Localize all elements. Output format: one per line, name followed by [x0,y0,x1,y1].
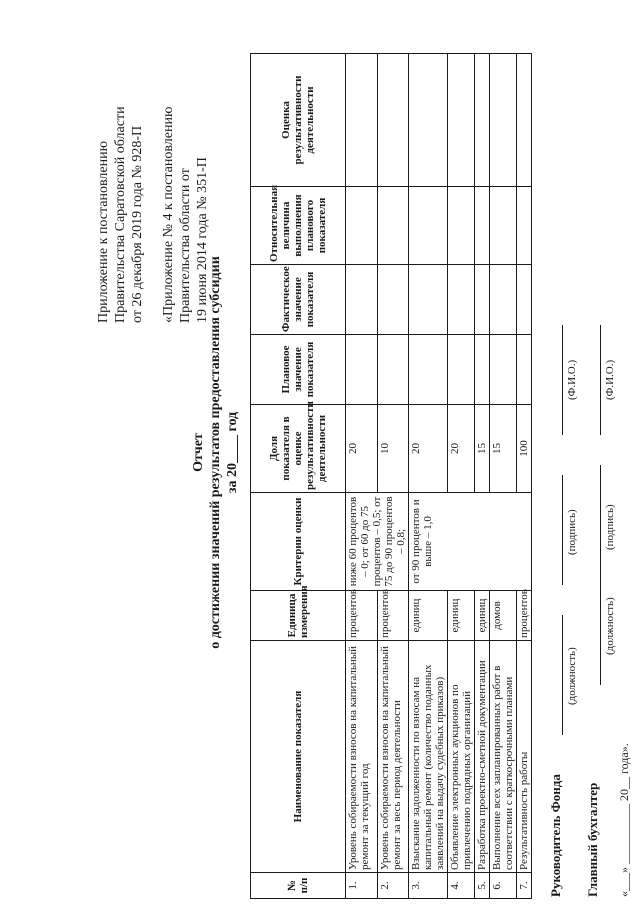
accountant-position-caption: (должность) [604,597,616,655]
indicator-share: 10 [377,405,409,493]
relative-value [490,187,517,265]
indicator-name: Объявление электронных аукционов по привлечению подрядных организаций [448,641,475,873]
indicator-unit: процентов [377,591,409,641]
relative-value [346,187,378,265]
planned-value [490,335,517,405]
indicator-share: 100 [517,405,532,493]
head-signature-line [562,475,563,585]
performance-score [490,54,517,187]
performance-score [377,54,409,187]
relative-value [377,187,409,265]
approval-line: 19 июня 2014 года № 351-П [195,157,210,323]
performance-score [448,54,475,187]
table-row [517,54,532,899]
table-row [377,54,409,899]
actual-value [475,265,490,335]
head-label: Руководитель Фонда [548,774,563,897]
head-signature-caption: (подпись) [566,509,578,555]
relative-value [517,187,532,265]
row-number: 3. [409,873,448,899]
actual-value [448,265,475,335]
approval-line: «Приложение № 4 к постановлению [161,106,176,323]
col-header: Критерии оценки [251,493,346,591]
actual-value [409,265,448,335]
col-header: Наименование показателя [251,641,346,873]
col-header: Относительная величина выполнения планового показателя [251,187,346,265]
approval-line: Правительства области от [178,168,193,323]
col-header: Оценка результативности деятельности [251,54,346,187]
planned-value [409,335,448,405]
planned-value [377,335,409,405]
indicator-unit: домов [490,591,517,641]
indicator-unit: процентов [346,591,378,641]
col-header: № п/п [251,873,346,899]
row-number: 6. [490,873,517,899]
indicator-share: 20 [346,405,378,493]
head-position-line [562,615,563,735]
planned-value [475,335,490,405]
indicator-share: 15 [490,405,517,493]
actual-value [377,265,409,335]
col-header: Единица измерения [251,591,346,641]
col-header: Плановое значение показателя [251,335,346,405]
indicator-name: Выполнение всех запланированных работ в соответствии с краткосрочными планами [490,641,517,873]
performance-score [475,54,490,187]
table-row [346,54,378,899]
head-position-caption: (должность) [566,647,578,705]
date-line: «___» __________ 20__ года». [617,743,631,897]
row-number: 5. [475,873,490,899]
row-number: 1. [346,873,378,899]
indicator-unit: единиц [409,591,448,641]
performance-score [409,54,448,187]
table-row [448,54,475,899]
report-subtitle: о достижении значений результатов предоставления субсидии [208,256,223,649]
indicators-table [250,53,532,899]
approval-line: Приложение к постановлению [96,140,111,323]
table-row [490,54,517,899]
performance-score [346,54,378,187]
head-name-line [562,325,563,435]
col-header: Доля показателя в оценке результативности деятельности [251,405,346,493]
indicator-share: 20 [409,405,448,493]
accountant-name-line [600,325,601,435]
planned-value [517,335,532,405]
accountant-name-caption: (Ф.И.О.) [604,359,616,400]
accountant-signature-caption: (подпись) [604,504,616,550]
performance-score [517,54,532,187]
indicator-name: Результативность работы [517,641,532,873]
approval-line: от 26 декабря 2019 года № 928-П [130,125,145,323]
actual-value [346,265,378,335]
indicator-unit: процентов [517,591,532,641]
table-header-row [251,54,346,899]
table-row [475,54,490,899]
accountant-signature-line [600,465,601,575]
indicator-share: 20 [448,405,475,493]
col-header: Фактическое значение показателя [251,265,346,335]
indicator-name: Взыскание задолженности по взносам на капитальный ремонт (количество поданных заявлений на выдачу судебных приказов) [409,641,448,873]
evaluation-criteria: ниже 60 процентов – 0; от 60 до 75 процентов – 0,5; от 75 до 90 процентов – 0,8; [346,493,409,591]
accountant-label: Главный бухгалтер [585,782,600,897]
relative-value [475,187,490,265]
head-name-caption: (Ф.И.О.) [566,359,578,400]
accountant-position-line [600,565,601,685]
actual-value [517,265,532,335]
row-number: 7. [517,873,532,899]
indicator-name: Уровень собираемости взносов на капитальный ремонт за весь период деятельности [377,641,409,873]
indicator-name: Уровень собираемости взносов на капитальный ремонт за текущий год [346,641,378,873]
planned-value [346,335,378,405]
indicator-unit: единиц [448,591,475,641]
row-number: 2. [377,873,409,899]
indicator-name: Разработка проектно-сметной документации [475,641,490,873]
relative-value [448,187,475,265]
planned-value [448,335,475,405]
approval-line: Правительства Саратовской области [113,106,128,323]
row-number: 4. [448,873,475,899]
indicator-unit: единиц [475,591,490,641]
evaluation-criteria: от 90 процентов и выше – 1,0 [409,493,532,591]
table-row [409,54,448,899]
relative-value [409,187,448,265]
actual-value [490,265,517,335]
indicator-share: 15 [475,405,490,493]
report-period: за 20____ год [225,411,240,494]
report-title: Отчет [191,433,206,472]
